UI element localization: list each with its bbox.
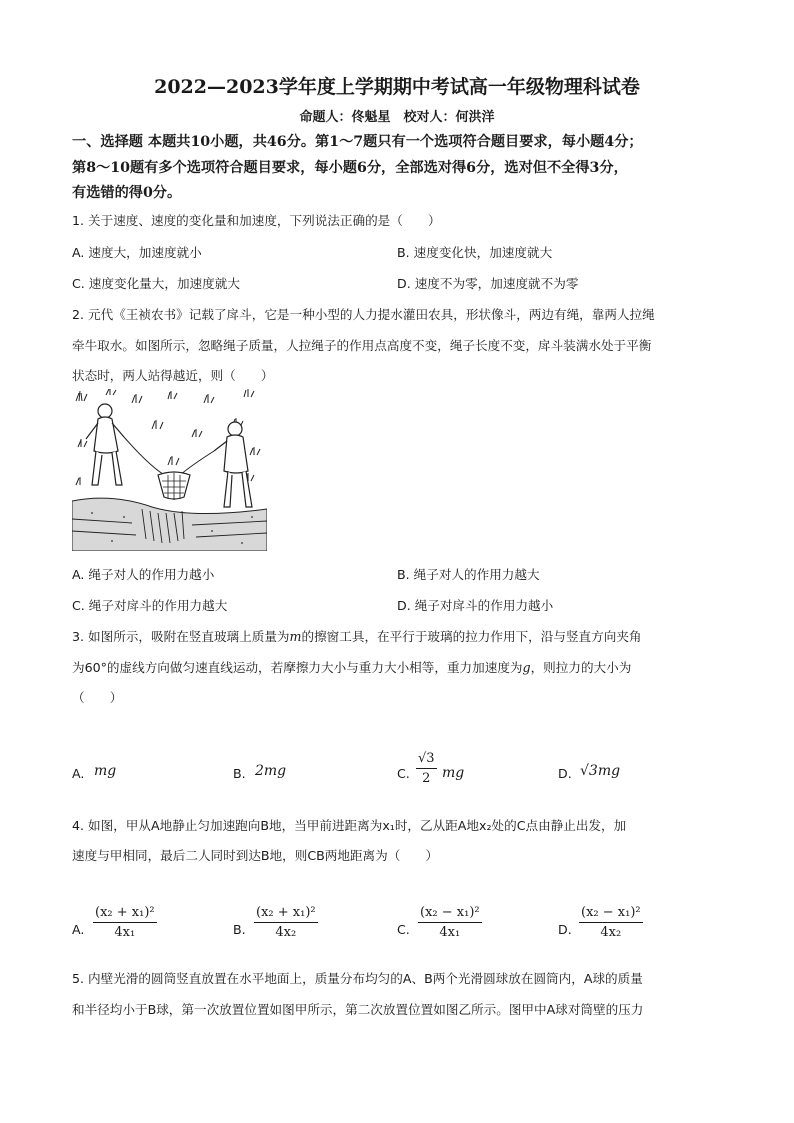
q1-option-a: A. 速度大，加速度就小 [72,245,202,260]
q4-option-a-denominator: 4x₁ [114,925,136,940]
q3-option-c-label: C. [397,766,410,781]
q4-stem-line2: 速度与甲相同，最后二人同时到达B地，则CB两地距离为（ ） [72,848,439,863]
q5-stem-line2: 和半径均小于B球，第一次放置位置如图甲所示，第二次放置位置如图乙所示。图甲中A球对筒壁的压力 [72,1002,644,1017]
q2-stem-line3: 状态时，两人站得越近，则（ ） [72,368,274,383]
q3-stem-line2 [72,657,631,676]
q3-option-a-value: mg [94,763,117,779]
q4-option-a-numerator: (x₂ + x₁)² [93,905,157,923]
q2-option-b: B. 绳子对人的作用力越大 [397,567,540,582]
q2-option-d: D. 绳子对戽斗的作用力越小 [397,598,554,613]
q4-option-c-fraction [418,905,482,940]
q2-stem-line1: 2. 元代《王祯农书》记载了戽斗，它是一种小型的人力提水灌田农具，形状像斗，两边有绳，靠两人拉绳 [72,307,655,322]
q5-stem-line1: 5. 内壁光滑的圆筒竖直放置在水平地面上，质量分布均匀的A、B两个光滑圆球放在圆筒内，A球的质量 [72,971,643,986]
q3-option-c-denominator: 2 [422,771,431,786]
q3-var-m: m [289,629,302,644]
q4-option-c-numerator: (x₂ − x₁)² [418,905,482,923]
section-header-line1: 一、选择题 本题共10小题，共46分。第1～7题只有一个选项符合题目要求，每小题4分； [72,134,643,150]
q3-option-c-fraction [416,751,437,786]
q3-option-d-label: D. [558,766,572,781]
q3-option-a-label: A. [72,766,85,781]
q3-option-b-value: 2mg [255,763,287,779]
exam-title: 2022—2023学年度上学期期中考试高一年级物理科试卷 [154,76,640,98]
q4-option-c-label: C. [397,922,410,937]
q2-option-c: C. 绳子对戽斗的作用力越大 [72,598,228,613]
q3-line2-part1: 为60°的虚线方向做匀速直线运动，若摩擦力大小与重力大小相等，重力加速度为 [72,660,523,675]
q4-stem-line1: 4. 如图，甲从A地静止匀加速跑向B地，当甲前进距离为x₁时，乙从距A地x₂处的C点由静止出发，加 [72,818,627,833]
q1-option-b: B. 速度变化快，加速度就大 [397,245,553,260]
q4-option-d-label: D. [558,922,572,937]
q4-option-a-fraction [93,905,157,940]
exam-authors: 命题人：佟魁星 校对人：何洪洋 [299,110,495,125]
q3-stem-line1 [72,626,642,645]
q4-option-d-denominator: 4x₂ [600,925,622,940]
q3-option-b-label: B. [233,766,246,781]
q3-option-d-value: √3mg [580,763,621,779]
q4-option-c-denominator: 4x₁ [439,925,461,940]
q4-option-b-fraction [254,905,318,940]
q1-option-c: C. 速度变化量大，加速度就大 [72,276,240,291]
q4-option-b-numerator: (x₂ + x₁)² [254,905,318,923]
q1-stem: 1. 关于速度、速度的变化量和加速度，下列说法正确的是（ ） [72,213,441,228]
q4-option-b-label: B. [233,922,246,937]
q3-option-c-tail: mg [442,765,465,781]
section-header-line3: 有选错的得0分。 [72,185,182,201]
q3-line1-part2: 的擦窗工具，在平行于玻璃的拉力作用下，沿与竖直方向夹角 [301,629,642,644]
q2-option-a: A. 绳子对人的作用力越小 [72,567,215,582]
q3-stem-line3: （ ） [72,690,123,705]
q3-option-c-numerator: √3 [416,751,437,769]
q2-stem-line2: 牵牛取水。如图所示，忽略绳子质量，人拉绳子的作用点高度不变，绳子长度不变，戽斗装满水处于平衡 [72,338,652,353]
q3-var-g: g [522,660,531,675]
water-bucket-illustration [72,389,267,551]
q4-option-d-fraction [579,905,643,940]
q3-line1-part1: 3. 如图所示，吸附在竖直玻璃上质量为 [72,629,290,644]
section-header-line2: 第8～10题有多个选项符合题目要求，每小题6分，全部选对得6分，选对但不全得3分， [72,160,628,176]
q3-line2-part2: ，则拉力的大小为 [530,660,632,675]
q4-option-b-denominator: 4x₂ [275,925,297,940]
q1-option-d: D. 速度不为零，加速度就不为零 [397,276,579,291]
q4-option-a-label: A. [72,922,85,937]
q4-option-d-numerator: (x₂ − x₁)² [579,905,643,923]
